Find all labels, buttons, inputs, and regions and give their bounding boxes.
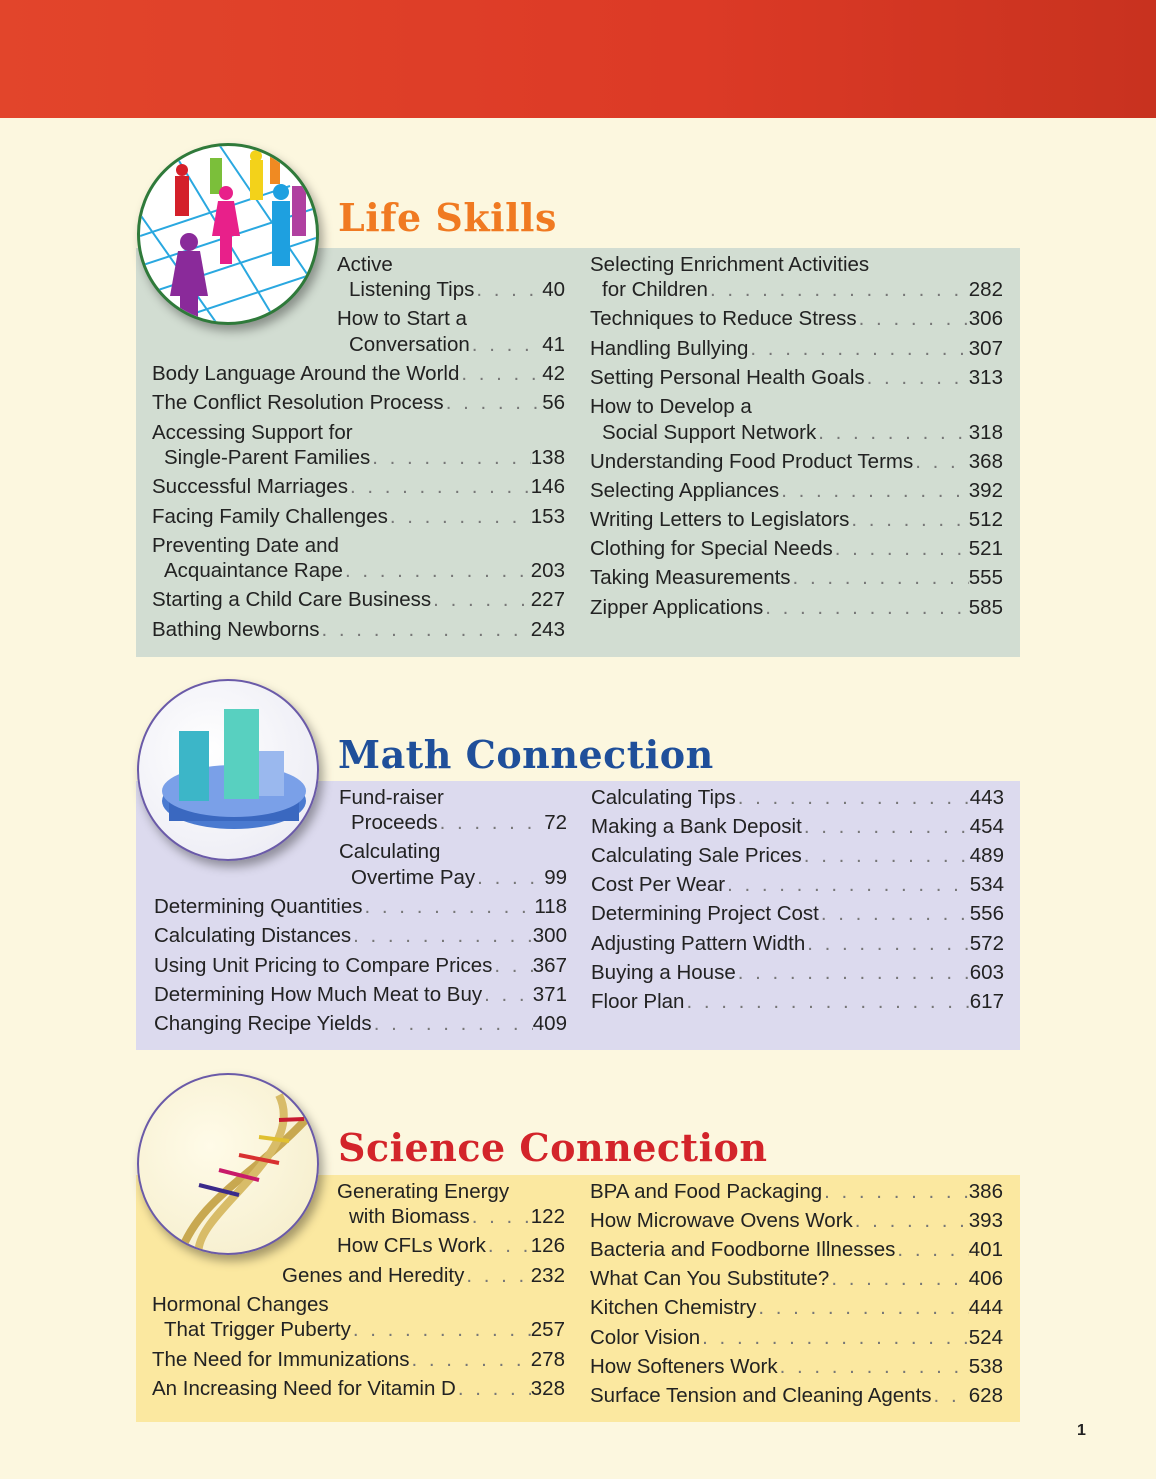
entry-title: How to Start a bbox=[337, 307, 467, 331]
toc-entry[interactable] bbox=[590, 1179, 1003, 1205]
toc-entry[interactable] bbox=[152, 361, 565, 387]
dot-leader bbox=[459, 361, 542, 387]
entry-title: Cost Per Wear bbox=[591, 873, 726, 897]
toc-entry[interactable] bbox=[590, 1237, 1003, 1263]
entry-title: Generating Energy bbox=[337, 1179, 510, 1203]
toc-entry[interactable] bbox=[152, 1263, 565, 1289]
section-title: Science Connection bbox=[338, 1125, 768, 1170]
toc-entry[interactable] bbox=[152, 587, 565, 613]
toc-entry[interactable] bbox=[152, 1376, 565, 1402]
entry-title: Social Support Network bbox=[602, 420, 817, 444]
dot-leader bbox=[736, 785, 970, 811]
dot-leader bbox=[351, 1317, 531, 1343]
page-reference: 313 bbox=[968, 365, 1003, 389]
dot-leader bbox=[475, 865, 544, 891]
dot-leader bbox=[370, 445, 531, 471]
page-number: 1 bbox=[1077, 1422, 1086, 1439]
toc-entry[interactable] bbox=[154, 982, 567, 1008]
toc-entry[interactable] bbox=[590, 507, 1003, 533]
dot-leader bbox=[456, 1376, 531, 1402]
toc-entry[interactable] bbox=[590, 536, 1003, 562]
page-reference: 41 bbox=[542, 332, 565, 356]
page-reference: 300 bbox=[532, 924, 567, 948]
page-reference: 227 bbox=[530, 588, 565, 612]
entry-title: Successful Marriages bbox=[152, 475, 348, 499]
entry-title: Calculating Sale Prices bbox=[591, 843, 802, 867]
dot-leader bbox=[725, 872, 970, 898]
toc-entry[interactable] bbox=[590, 306, 1003, 332]
page-reference: 282 bbox=[968, 278, 1003, 302]
toc-entry[interactable] bbox=[154, 839, 567, 890]
page-reference: 307 bbox=[968, 336, 1003, 360]
dot-leader bbox=[684, 989, 969, 1015]
dot-leader bbox=[474, 277, 542, 303]
toc-entry[interactable] bbox=[590, 595, 1003, 621]
toc-entry[interactable] bbox=[154, 1011, 567, 1037]
entry-title: That Trigger Puberty bbox=[164, 1318, 351, 1342]
entry-title: How Softeners Work bbox=[590, 1354, 778, 1378]
toc-entry[interactable] bbox=[591, 814, 1004, 840]
dot-leader bbox=[932, 1383, 969, 1409]
page-reference: 392 bbox=[968, 478, 1003, 502]
section-title: Life Skills bbox=[338, 195, 557, 240]
entry-title: Using Unit Pricing to Compare Prices bbox=[154, 953, 493, 977]
page-reference: 318 bbox=[968, 420, 1003, 444]
toc-entry[interactable] bbox=[590, 394, 1003, 445]
page-reference: 628 bbox=[968, 1383, 1003, 1407]
dot-leader bbox=[482, 982, 533, 1008]
entry-title: Changing Recipe Yields bbox=[154, 1011, 372, 1035]
entry-title: Kitchen Chemistry bbox=[590, 1296, 757, 1320]
entry-title: Selecting Enrichment Activities bbox=[590, 252, 870, 276]
toc-entry[interactable] bbox=[590, 336, 1003, 362]
dot-leader bbox=[779, 478, 969, 504]
page-reference: 406 bbox=[968, 1267, 1003, 1291]
page-reference: 146 bbox=[530, 475, 565, 499]
dot-leader bbox=[748, 336, 968, 362]
toc-entry[interactable] bbox=[590, 1266, 1003, 1292]
dot-leader bbox=[822, 1179, 969, 1205]
right-column bbox=[591, 781, 1004, 1015]
dot-leader bbox=[464, 1263, 530, 1289]
toc-entry[interactable] bbox=[154, 923, 567, 949]
page-reference: 393 bbox=[968, 1208, 1003, 1232]
page-reference: 524 bbox=[968, 1325, 1003, 1349]
left-column bbox=[152, 1175, 565, 1401]
entry-title: The Conflict Resolution Process bbox=[152, 391, 444, 415]
dot-leader bbox=[736, 960, 970, 986]
page-reference: 153 bbox=[530, 504, 565, 528]
page-reference: 386 bbox=[968, 1179, 1003, 1203]
entry-title: Making a Bank Deposit bbox=[591, 814, 802, 838]
page-reference: 603 bbox=[969, 960, 1004, 984]
entry-title: Bacteria and Foodborne Illnesses bbox=[590, 1237, 896, 1261]
page-reference: 72 bbox=[544, 811, 567, 835]
entry-title: Writing Letters to Legislators bbox=[590, 508, 850, 532]
dot-leader bbox=[857, 306, 969, 332]
entry-title: Understanding Food Product Terms bbox=[590, 449, 914, 473]
entry-title: Calculating Distances bbox=[154, 924, 352, 948]
entry-title: Proceeds bbox=[351, 811, 438, 835]
toc-entry[interactable] bbox=[152, 1179, 565, 1230]
right-column bbox=[590, 1175, 1003, 1409]
page-reference: 118 bbox=[534, 895, 567, 919]
entry-title: Single-Parent Families bbox=[164, 446, 371, 470]
dot-leader bbox=[351, 923, 533, 949]
dot-leader bbox=[410, 1347, 531, 1373]
toc-entry[interactable] bbox=[590, 252, 1003, 303]
toc-entry[interactable] bbox=[590, 1383, 1003, 1409]
toc-entry[interactable] bbox=[590, 1295, 1003, 1321]
dot-leader bbox=[756, 1295, 968, 1321]
left-column bbox=[152, 248, 565, 642]
dot-leader bbox=[829, 1266, 968, 1292]
toc-entry[interactable] bbox=[154, 785, 567, 836]
dot-leader bbox=[791, 565, 969, 591]
entry-title: Preventing Date and bbox=[152, 533, 339, 557]
entry-title: with Biomass bbox=[349, 1205, 470, 1229]
page-reference: 444 bbox=[968, 1296, 1003, 1320]
toc-entry[interactable] bbox=[591, 843, 1004, 869]
toc-entry[interactable] bbox=[591, 931, 1004, 957]
entry-title: Calculating bbox=[339, 840, 441, 864]
entry-title: Color Vision bbox=[590, 1325, 701, 1349]
page-reference: 328 bbox=[530, 1376, 565, 1400]
dot-leader bbox=[388, 504, 531, 530]
dot-leader bbox=[853, 1208, 969, 1234]
page-reference: 56 bbox=[542, 391, 565, 415]
header-banner bbox=[0, 0, 1156, 118]
entry-title: Handling Bullying bbox=[590, 336, 749, 360]
entry-title: Selecting Appliances bbox=[590, 478, 780, 502]
toc-entry[interactable] bbox=[591, 989, 1004, 1015]
dot-leader bbox=[778, 1354, 969, 1380]
dot-leader bbox=[700, 1325, 969, 1351]
dot-leader bbox=[708, 277, 969, 303]
entry-title: Taking Measurements bbox=[590, 566, 791, 590]
dot-leader bbox=[895, 1237, 968, 1263]
dot-leader bbox=[819, 901, 970, 927]
entry-title: Zipper Applications bbox=[590, 595, 764, 619]
page-reference: 538 bbox=[968, 1354, 1003, 1378]
dot-leader bbox=[849, 507, 968, 533]
toc-entry[interactable] bbox=[152, 474, 565, 500]
entry-title: Determining Quantities bbox=[154, 895, 363, 919]
toc-entry[interactable] bbox=[152, 533, 565, 584]
page-reference: 521 bbox=[968, 537, 1003, 561]
toc-entry[interactable] bbox=[590, 565, 1003, 591]
page-reference: 443 bbox=[969, 785, 1004, 809]
dot-leader bbox=[492, 953, 532, 979]
entry-title: Body Language Around the World bbox=[152, 362, 460, 386]
page-reference: 585 bbox=[968, 595, 1003, 619]
entry-title: Determining How Much Meat to Buy bbox=[154, 982, 483, 1006]
page-reference: 555 bbox=[968, 566, 1003, 590]
page-reference: 454 bbox=[969, 814, 1004, 838]
page-reference: 556 bbox=[969, 902, 1004, 926]
page-reference: 409 bbox=[532, 1011, 567, 1035]
toc-entry[interactable] bbox=[590, 1325, 1003, 1351]
toc-entry[interactable] bbox=[591, 872, 1004, 898]
page-reference: 243 bbox=[530, 617, 565, 641]
dot-leader bbox=[763, 595, 969, 621]
page-reference: 367 bbox=[532, 953, 567, 977]
page-reference: 232 bbox=[530, 1263, 565, 1287]
page-reference: 371 bbox=[532, 982, 567, 1006]
page-reference: 278 bbox=[530, 1347, 565, 1371]
toc-entry[interactable] bbox=[590, 449, 1003, 475]
entry-title: Bathing Newborns bbox=[152, 617, 320, 641]
page-reference: 99 bbox=[544, 865, 567, 889]
toc-entry[interactable] bbox=[591, 901, 1004, 927]
toc-entry[interactable] bbox=[590, 1208, 1003, 1234]
page-reference: 368 bbox=[968, 449, 1003, 473]
entry-title: Facing Family Challenges bbox=[152, 504, 388, 528]
toc-entry[interactable] bbox=[152, 1292, 565, 1343]
dot-leader bbox=[438, 810, 545, 836]
entry-title: for Children bbox=[602, 278, 708, 302]
entry-title: Overtime Pay bbox=[351, 865, 476, 889]
page-reference: 40 bbox=[542, 278, 565, 302]
entry-title: How to Develop a bbox=[590, 394, 752, 418]
entry-title: Floor Plan bbox=[591, 989, 685, 1013]
page-reference: 306 bbox=[968, 307, 1003, 331]
dot-leader bbox=[805, 931, 970, 957]
entry-title: Starting a Child Care Business bbox=[152, 588, 432, 612]
toc-entry[interactable] bbox=[152, 420, 565, 471]
entry-title: Buying a House bbox=[591, 960, 736, 984]
dot-leader bbox=[802, 814, 970, 840]
page-reference: 512 bbox=[968, 508, 1003, 532]
entry-title: Acquaintance Rape bbox=[164, 559, 343, 583]
toc-entry[interactable] bbox=[152, 390, 565, 416]
entry-title: Determining Project Cost bbox=[591, 902, 819, 926]
page-reference: 257 bbox=[530, 1318, 565, 1342]
page-reference: 42 bbox=[542, 362, 565, 386]
entry-title: Techniques to Reduce Stress bbox=[590, 307, 857, 331]
dot-leader bbox=[343, 558, 531, 584]
toc-entry[interactable] bbox=[591, 960, 1004, 986]
toc-entry[interactable] bbox=[152, 617, 565, 643]
entry-title: Setting Personal Health Goals bbox=[590, 365, 865, 389]
entry-title: Accessing Support for bbox=[152, 420, 353, 444]
entry-title: Adjusting Pattern Width bbox=[591, 931, 806, 955]
page-reference: 126 bbox=[530, 1234, 565, 1258]
section-title: Math Connection bbox=[338, 732, 714, 777]
dot-leader bbox=[444, 390, 543, 416]
entry-title: Calculating Tips bbox=[591, 785, 736, 809]
dot-leader bbox=[486, 1233, 531, 1259]
dot-leader bbox=[470, 332, 542, 358]
dot-leader bbox=[913, 449, 969, 475]
dot-leader bbox=[320, 617, 531, 643]
toc-entry[interactable] bbox=[590, 1354, 1003, 1380]
page-reference: 489 bbox=[969, 843, 1004, 867]
toc-entry[interactable] bbox=[152, 1233, 565, 1259]
entry-title: Clothing for Special Needs bbox=[590, 537, 833, 561]
page-reference: 534 bbox=[969, 873, 1004, 897]
page-reference: 572 bbox=[969, 931, 1004, 955]
page-reference: 203 bbox=[530, 559, 565, 583]
dot-leader bbox=[348, 474, 531, 500]
entry-title: An Increasing Need for Vitamin D bbox=[152, 1376, 456, 1400]
dot-leader bbox=[816, 420, 969, 446]
dot-leader bbox=[833, 536, 969, 562]
dot-leader bbox=[865, 365, 969, 391]
page-reference: 401 bbox=[968, 1237, 1003, 1261]
toc-entry[interactable] bbox=[591, 785, 1004, 811]
entry-title: The Need for Immunizations bbox=[152, 1347, 410, 1371]
right-column bbox=[590, 248, 1003, 620]
dot-leader bbox=[470, 1204, 531, 1230]
entry-title: What Can You Substitute? bbox=[590, 1267, 830, 1291]
entry-title: Hormonal Changes bbox=[152, 1292, 329, 1316]
page-reference: 617 bbox=[969, 989, 1004, 1013]
dot-leader bbox=[372, 1011, 533, 1037]
toc-entry[interactable] bbox=[152, 504, 565, 530]
entry-title: Conversation bbox=[349, 332, 470, 356]
toc-entry[interactable] bbox=[152, 1347, 565, 1373]
entry-title: Surface Tension and Cleaning Agents bbox=[590, 1383, 932, 1407]
toc-entry[interactable] bbox=[154, 894, 567, 920]
toc-entry[interactable] bbox=[590, 365, 1003, 391]
entry-title: BPA and Food Packaging bbox=[590, 1179, 823, 1203]
toc-entry[interactable] bbox=[152, 306, 565, 357]
entry-title: Fund-raiser bbox=[339, 785, 444, 809]
entry-title: Genes and Heredity bbox=[282, 1263, 465, 1287]
dot-leader bbox=[802, 843, 970, 869]
left-column bbox=[154, 781, 567, 1037]
toc-entry[interactable] bbox=[590, 478, 1003, 504]
dot-leader bbox=[363, 894, 535, 920]
page-reference: 138 bbox=[530, 446, 565, 470]
entry-title: Active bbox=[337, 252, 393, 276]
dot-leader bbox=[431, 587, 531, 613]
toc-entry[interactable] bbox=[154, 953, 567, 979]
entry-title: How Microwave Ovens Work bbox=[590, 1208, 853, 1232]
page-reference: 122 bbox=[530, 1205, 565, 1229]
toc-entry[interactable] bbox=[152, 252, 565, 303]
entry-title: How CFLs Work bbox=[337, 1234, 486, 1258]
entry-title: Listening Tips bbox=[349, 278, 475, 302]
